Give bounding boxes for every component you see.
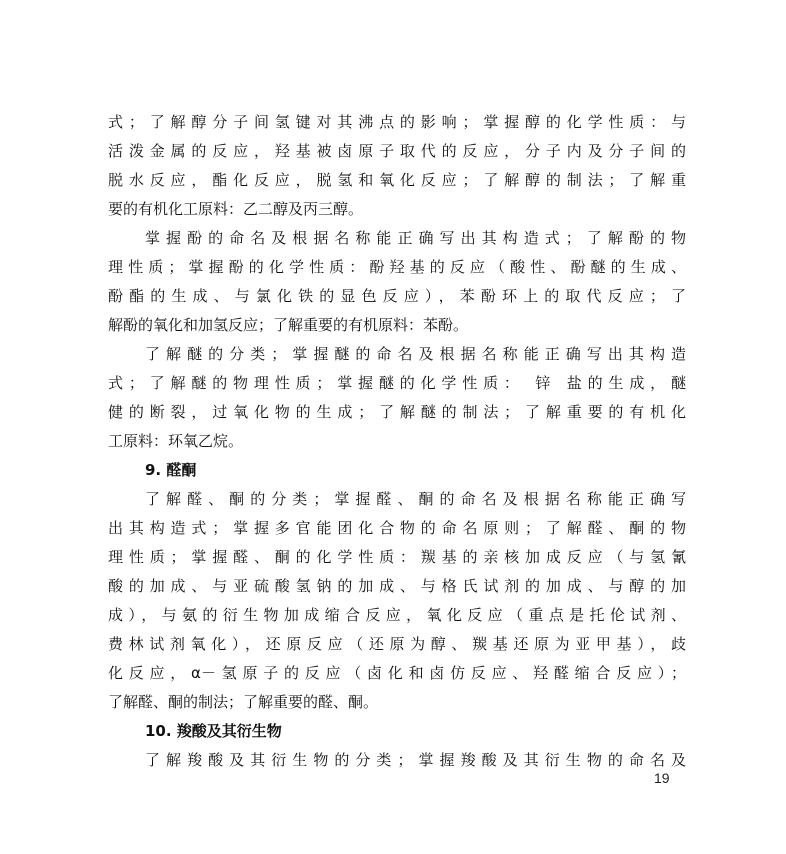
- section-heading-10: 10. 羧酸及其衍生物: [145, 722, 282, 740]
- text-line: 健的断裂，过氧化物的生成；了解醚的制法；了解重要的有机化: [108, 403, 686, 421]
- document-body: [108, 108, 686, 775]
- text-line: 酚酯的生成、与氯化铁的显色反应），苯酚环上的取代反应；了: [108, 287, 686, 305]
- text-line: 成），与氨的衍生物加成缩合反应，氧化反应（重点是托伦试剂、: [108, 606, 686, 624]
- text-line: 了解醚的分类；掌握醚的命名及根据名称能正确写出其构造: [145, 345, 686, 363]
- text-line: 化反应，α－氢原子的反应（卤化和卤仿反应、羟醛缩合反应）；: [108, 664, 686, 682]
- text-line: 理性质；掌握醛、酮的化学性质：羰基的亲核加成反应（与氢氰: [108, 548, 686, 566]
- text-line: 脱水反应，酯化反应，脱氢和氧化反应；了解醇的制法；了解重: [108, 171, 686, 189]
- text-line: 出其构造式；掌握多官能团化合物的命名原则；了解醛、酮的物: [108, 519, 686, 537]
- text-line: 式；了解醇分子间氢键对其沸点的影响；掌握醇的化学性质：与: [108, 113, 686, 131]
- text-line: 了解羧酸及其衍生物的分类；掌握羧酸及其衍生物的命名及: [145, 751, 686, 769]
- text-line: 式；了解醚的物理性质；掌握醚的化学性质： 锌 盐的生成，醚: [108, 374, 686, 392]
- text-line: 酸的加成、与亚硫酸氢钠的加成、与格氏试剂的加成、与醇的加: [108, 577, 686, 595]
- text-line: 了解醛、酮的制法；了解重要的醛、酮。: [108, 693, 379, 711]
- text-line: 活泼金属的反应，羟基被卤原子取代的反应，分子内及分子间的: [108, 142, 686, 160]
- text-line: 工原料：环氧乙烷。: [108, 432, 244, 450]
- text-line: 费林试剂氧化），还原反应（还原为醇、羰基还原为亚甲基），歧: [108, 635, 686, 653]
- text-line: 掌握酚的命名及根据名称能正确写出其构造式；了解酚的物: [145, 229, 686, 247]
- text-line: 要的有机化工原料：乙二醇及丙三醇。: [108, 200, 364, 218]
- text-line: 理性质；掌握酚的化学性质：酚羟基的反应（酸性、酚醚的生成、: [108, 258, 686, 276]
- text-line: 了解醛、酮的分类；掌握醛、酮的命名及根据名称能正确写: [145, 490, 686, 508]
- page-number: 19: [654, 770, 670, 786]
- text-line: 解酚的氧化和加氢反应；了解重要的有机原料：苯酚。: [108, 316, 469, 334]
- section-heading-9: 9. 醛酮: [145, 461, 197, 479]
